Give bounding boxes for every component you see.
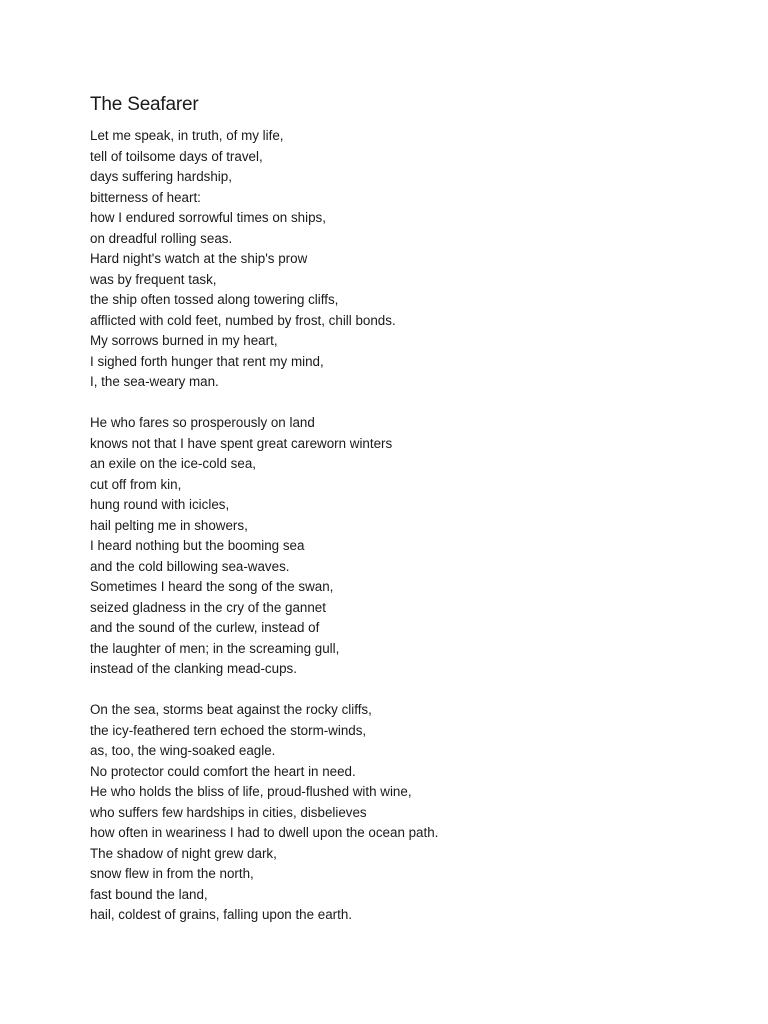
poem-line: the icy-feathered tern echoed the storm-winds, xyxy=(90,722,367,738)
poem-line: on dreadful rolling seas. xyxy=(90,230,233,246)
poem-line: bitterness of heart: xyxy=(90,189,201,205)
poem-line: cut off from kin, xyxy=(90,476,182,492)
document-page xyxy=(90,92,730,946)
poem-line: an exile on the ice-cold sea, xyxy=(90,456,256,471)
poem-line: hail pelting me in showers, xyxy=(90,517,248,533)
poem-line: how often in weariness I had to dwell upon the ocean path. xyxy=(90,825,439,840)
stanza xyxy=(90,413,730,680)
poem-line: On the sea, storms beat against the rocky cliffs, xyxy=(90,702,372,717)
poem-line: Hard night's watch at the ship's prow xyxy=(90,251,308,266)
poem-line: I sighed forth hunger that rent my mind, xyxy=(90,353,324,369)
poem-line: afflicted with cold feet, numbed by frost, chill bonds. xyxy=(90,312,396,328)
poem-line: hung round with icicles, xyxy=(90,497,230,512)
poem-line: as, too, the wing-soaked eagle. xyxy=(90,743,276,758)
poem-line: was by frequent task, xyxy=(90,271,217,287)
poem-line: the laughter of men; in the screaming gull, xyxy=(90,640,340,656)
poem-line: He who fares so prosperously on land xyxy=(90,415,315,430)
poem-line: how I endured sorrowful times on ships, xyxy=(90,210,326,225)
poem-line: My sorrows burned in my heart, xyxy=(90,333,278,348)
poem-line: Let me speak, in truth, of my life, xyxy=(90,128,284,143)
poem-line: snow flew in from the north, xyxy=(90,866,254,881)
poem-line: seized gladness in the cry of the gannet xyxy=(90,599,326,615)
poem-line: Sometimes I heard the song of the swan, xyxy=(90,579,334,594)
poem-line: hail, coldest of grains, falling upon the earth. xyxy=(90,907,353,922)
poem-line: instead of the clanking mead-cups. xyxy=(90,661,297,676)
poem-line: I, the sea-weary man. xyxy=(90,374,219,389)
poem-line: and the cold billowing sea-waves. xyxy=(90,558,290,574)
poem-body xyxy=(90,126,730,926)
poem-line: No protector could comfort the heart in need. xyxy=(90,763,356,779)
poem-line: the ship often tossed along towering cliffs, xyxy=(90,292,339,307)
poem-line: He who holds the bliss of life, proud-flushed with wine, xyxy=(90,784,412,799)
poem-line: days suffering hardship, xyxy=(90,169,232,184)
poem-line: tell of toilsome days of travel, xyxy=(90,148,263,164)
poem-line: I heard nothing but the booming sea xyxy=(90,538,305,553)
poem-line: The shadow of night grew dark, xyxy=(90,845,277,861)
poem-line: fast bound the land, xyxy=(90,886,208,902)
poem-line: knows not that I have spent great careworn winters xyxy=(90,435,393,451)
poem-line: who suffers few hardships in cities, disbelieves xyxy=(90,804,367,820)
stanza xyxy=(90,700,730,926)
poem-line: and the sound of the curlew, instead of xyxy=(90,620,320,635)
poem-title: The Seafarer xyxy=(90,94,199,115)
stanza xyxy=(90,126,730,393)
